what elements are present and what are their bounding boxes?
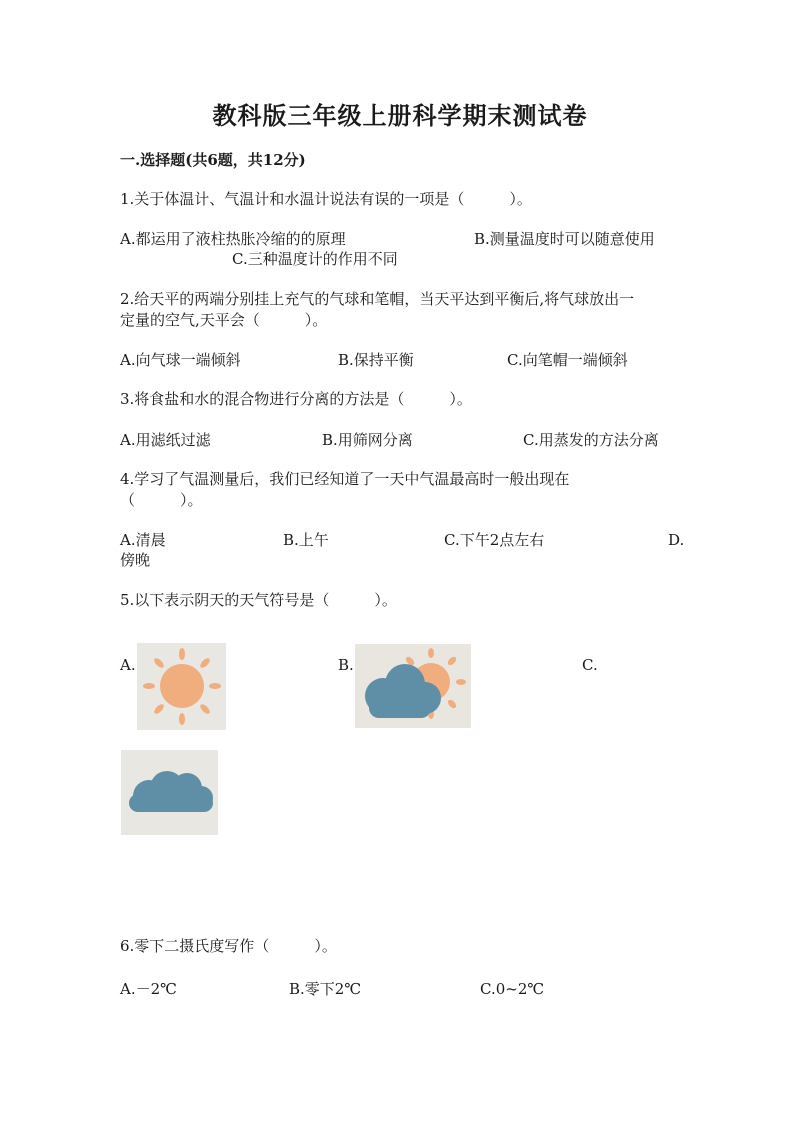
question-4-option-d-text: 傍晚 bbox=[120, 551, 151, 569]
question-3-option-a: A.用滤纸过滤 bbox=[120, 431, 211, 449]
question-4-option-d: D. bbox=[668, 531, 685, 549]
question-3-stem: 3.将食盐和水的混合物进行分离的方法是（ ）。 bbox=[120, 390, 472, 408]
question-5-option-c-label: C. bbox=[582, 656, 598, 674]
question-2-stem-line-1: 2.给天平的两端分别挂上充气的气球和笔帽，当天平达到平衡后,将气球放出一 bbox=[120, 290, 635, 308]
question-6-option-a: A.－2℃ bbox=[120, 980, 177, 998]
question-2-option-c: C.向笔帽一端倾斜 bbox=[507, 351, 628, 369]
sun-weather-symbol-image bbox=[137, 643, 226, 730]
question-1-stem: 1.关于体温计、气温计和水温计说法有误的一项是（ ）。 bbox=[120, 190, 532, 208]
cloudy-weather-symbol-image bbox=[121, 750, 218, 835]
question-4-option-b: B.上午 bbox=[283, 531, 329, 549]
question-2-option-a: A.向气球一端倾斜 bbox=[120, 351, 241, 369]
question-1-option-c: C.三种温度计的作用不同 bbox=[232, 250, 398, 268]
question-4-option-a: A.清晨 bbox=[120, 531, 166, 549]
question-3-option-c: C.用蒸发的方法分离 bbox=[523, 431, 659, 449]
question-1-option-b: B.测量温度时可以随意使用 bbox=[474, 230, 655, 248]
question-4-option-c: C.下午2点左右 bbox=[444, 531, 545, 549]
question-5-option-a-label: A. bbox=[120, 656, 136, 674]
question-3-option-b: B.用筛网分离 bbox=[322, 431, 413, 449]
question-2-option-b: B.保持平衡 bbox=[338, 351, 414, 369]
question-6-option-b: B.零下2℃ bbox=[289, 980, 362, 998]
question-4-stem-line-1: 4.学习了气温测量后，我们已经知道了一天中气温最高时一般出现在 bbox=[120, 470, 570, 488]
partly-cloudy-weather-symbol-image bbox=[355, 644, 471, 728]
question-4-stem-line-2: （ ）。 bbox=[120, 491, 203, 509]
question-2-stem-line-2: 定量的空气,天平会（ ）。 bbox=[120, 311, 328, 329]
question-6-option-c: C.0~2℃ bbox=[480, 980, 545, 998]
section-heading: 一.选择题(共6题，共12分) bbox=[120, 151, 306, 169]
question-6-stem: 6.零下二摄氏度写作（ ）。 bbox=[120, 937, 337, 955]
question-5-option-b-label: B. bbox=[338, 656, 354, 674]
page-title: 教科版三年级上册科学期末测试卷 bbox=[212, 101, 588, 130]
cloud-icon bbox=[121, 750, 218, 835]
question-5-stem: 5.以下表示阴天的天气符号是（ ）。 bbox=[120, 591, 397, 609]
question-1-option-a: A.都运用了液柱热胀冷缩的的原理 bbox=[120, 230, 346, 248]
partly-cloudy-icon bbox=[355, 644, 471, 728]
sun-icon bbox=[137, 643, 226, 730]
